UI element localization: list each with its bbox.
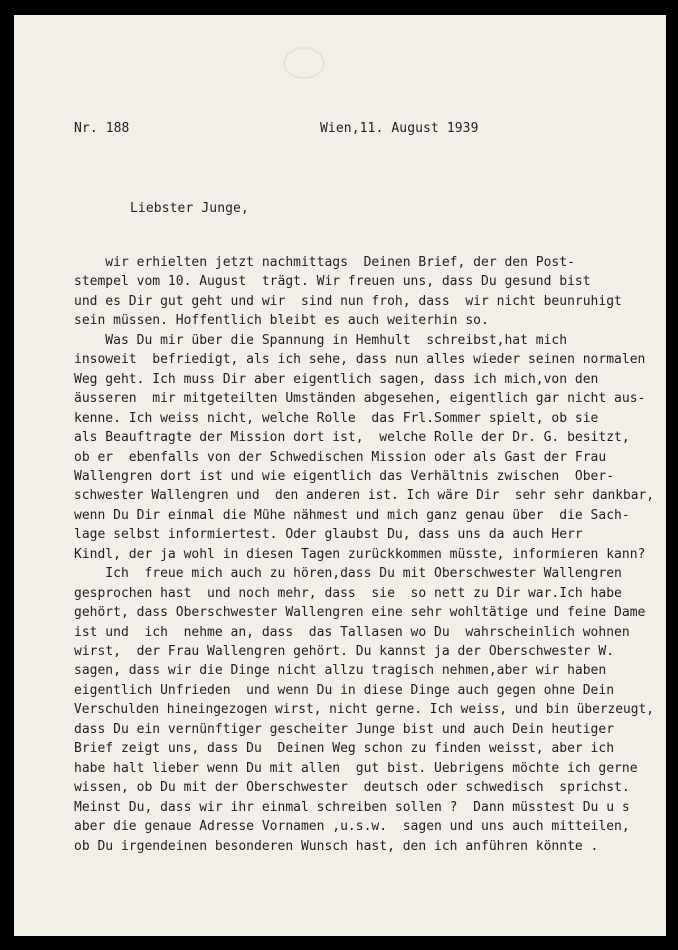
body-line: lage selbst informiertest. Oder glaubst Du, dass uns da auch Herr: [74, 527, 583, 543]
body-line: eigentlich Unfrieden und wenn Du in diese Dinge auch gegen ohne Dein: [74, 682, 615, 698]
body-line: dass Du ein vernünftiger gescheiter Junge bist und auch Dein heutiger: [74, 721, 615, 737]
body-line: wenn Du Dir einmal die Mühe nähmest und mich ganz genau über die Sach-: [74, 507, 630, 523]
body-line: Meinst Du, dass wir ihr einmal schreiben sollen ? Dann müsstest Du u s: [74, 799, 630, 815]
body-line: ist und ich nehme an, dass das Tallasen wo Du wahrscheinlich wohnen: [74, 624, 630, 640]
paper-watermark: [283, 47, 325, 79]
letter-date: Wien,11. August 1939: [320, 121, 479, 136]
body-line: habe halt lieber wenn Du mit allen gut bist. Uebrigens möchte ich gerne: [74, 760, 638, 776]
body-line: Was Du mir über die Spannung in Hemhult schreibst,hat mich: [74, 332, 568, 348]
body-line: sagen, dass wir die Dinge nicht allzu tragisch nehmen,aber wir haben: [74, 663, 607, 679]
body-line: gehört, dass Oberschwester Wallengren eine sehr wohltätige und feine Dame: [74, 605, 646, 621]
body-line: Brief zeigt uns, dass Du Deinen Weg schon zu finden weisst, aber ich: [74, 741, 615, 757]
body-line: Wallengren dort ist und wie eigentlich das Verhältnis zwischen Ober-: [74, 468, 615, 484]
body-line: äusseren mir mitgeteilten Umständen abgesehen, eigentlich gar nicht aus-: [74, 391, 646, 407]
body-line: schwester Wallengren und den anderen ist. Ich wäre Dir sehr sehr dankbar,: [74, 488, 654, 504]
body-line: Weg geht. Ich muss Dir aber eigentlich sagen, dass ich mich,von den: [74, 371, 599, 387]
body-line: ob er ebenfalls von der Schwedischen Mission oder als Gast der Frau: [74, 449, 607, 465]
body-line: Kindl, der ja wohl in diesen Tagen zurückkommen müsste, informieren kann?: [74, 546, 646, 562]
body-line: gesprochen hast und noch mehr, dass sie so nett zu Dir war.Ich habe: [74, 585, 622, 601]
body-line: Ich freue mich auch zu hören,dass Du mit Oberschwester Wallengren: [74, 566, 622, 582]
body-line: wir erhielten jetzt nachmittags Deinen Brief, der den Post-: [74, 255, 575, 270]
body-line: ob Du irgendeinen besonderen Wunsch hast, den ich anführen könnte .: [74, 838, 599, 854]
body-line: wissen, ob Du mit der Oberschwester deutsch oder schwedisch sprichst.: [74, 780, 630, 796]
body-line: aber die genaue Adresse Vornamen ,u.s.w. sagen und uns auch mitteilen,: [74, 819, 630, 835]
letter-page: [14, 15, 666, 936]
body-line: stempel vom 10. August trägt. Wir freuen uns, dass Du gesund bist: [74, 274, 591, 290]
body-line: Verschulden hineingezogen wirst, nicht gerne. Ich weiss, und bin überzeugt,: [74, 702, 654, 718]
body-line: kenne. Ich weiss nicht, welche Rolle das Frl.Sommer spielt, ob sie: [74, 410, 599, 426]
body-line: und es Dir gut geht und wir sind nun froh, dass wir nicht beunruhigt: [74, 293, 622, 309]
salutation: Liebster Junge,: [130, 201, 249, 216]
body-line: insoweit befriedigt, als ich sehe, dass nun alles wieder seinen normalen: [74, 352, 646, 368]
body-line: sein müssen. Hoffentlich bleibt es auch weiterhin so.: [74, 313, 489, 329]
body-line: als Beauftragte der Mission dort ist, welche Rolle der Dr. G. besitzt,: [74, 430, 630, 446]
letter-number: Nr. 188: [74, 121, 130, 136]
body-line: wirst, der Frau Wallengren gehört. Du kannst ja der Oberschwester W.: [74, 644, 615, 659]
